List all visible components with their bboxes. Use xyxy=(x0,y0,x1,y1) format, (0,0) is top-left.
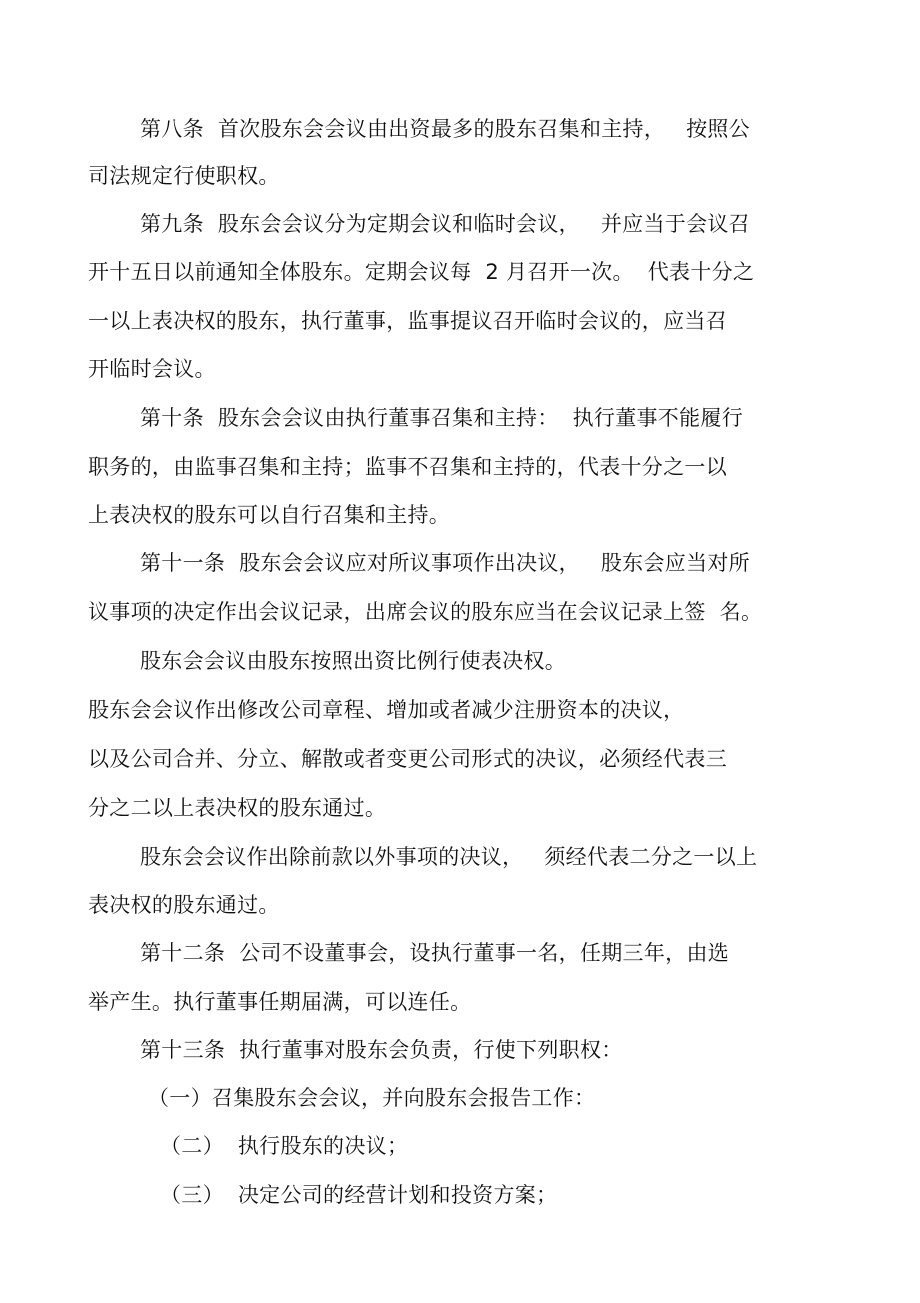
voting-rule-line: 股东会会议由股东按照出资比例行使表决权。 xyxy=(140,649,566,673)
special-resolution-line-3: 分之二以上表决权的股东通过。 xyxy=(88,796,387,820)
article-8-line-2: 司法规定行使职权。 xyxy=(88,164,280,188)
article-11-line-2: 议事项的决定作出会议记录，出席会议的股东应当在会议记录上签 名。 xyxy=(88,600,763,624)
article-8-line-1: 第八条 首次股东会会议由出资最多的股东召集和主持， 按照公 xyxy=(140,117,750,141)
article-9-line-1: 第九条 股东会会议分为定期会议和临时会议， 并应当于会议召 xyxy=(140,212,750,236)
special-resolution-line-2: 以及公司合并、分立、解散或者变更公司形式的决议，必须经代表三 xyxy=(88,747,727,771)
article-9-line-4: 开临时会议。 xyxy=(88,357,216,381)
article-9-line-3: 一以上表决权的股东，执行董事，监事提议召开临时会议的，应当召 xyxy=(88,309,727,333)
ordinary-resolution-line-1: 股东会会议作出除前款以外事项的决议， 须经代表二分之一以上 xyxy=(140,845,758,869)
article-13-item-1: （一）召集股东会会议，并向股东会报告工作： xyxy=(148,1086,596,1110)
article-12-line-2: 举产生。执行董事任期届满，可以连任。 xyxy=(88,990,472,1014)
article-13-line-1: 第十三条 执行董事对股东会负责，行使下列职权： xyxy=(140,1038,623,1062)
article-10-line-1: 第十条 股东会会议由执行董事召集和主持： 执行董事不能履行 xyxy=(140,406,743,430)
special-resolution-line-1: 股东会会议作出修改公司章程、增加或者减少注册资本的决议， xyxy=(88,698,685,722)
ordinary-resolution-line-2: 表决权的股东通过。 xyxy=(88,893,280,917)
article-13-item-2: （二） 执行股东的决议； xyxy=(160,1134,409,1158)
article-13-item-3: （三） 决定公司的经营计划和投资方案； xyxy=(160,1183,558,1207)
article-11-line-1: 第十一条 股东会会议应对所议事项作出决议， 股东会应当对所 xyxy=(140,551,750,575)
article-12-line-1: 第十二条 公司不设董事会，设执行董事一名，任期三年，由选 xyxy=(140,941,730,965)
article-9-line-2: 开十五日以前通知全体股东。定期会议每 2 月召开一次。 代表十分之 xyxy=(88,260,755,284)
article-10-line-2: 职务的，由监事召集和主持；监事不召集和主持的，代表十分之一以 xyxy=(88,455,727,479)
article-10-line-3: 上表决权的股东可以自行召集和主持。 xyxy=(88,503,451,527)
